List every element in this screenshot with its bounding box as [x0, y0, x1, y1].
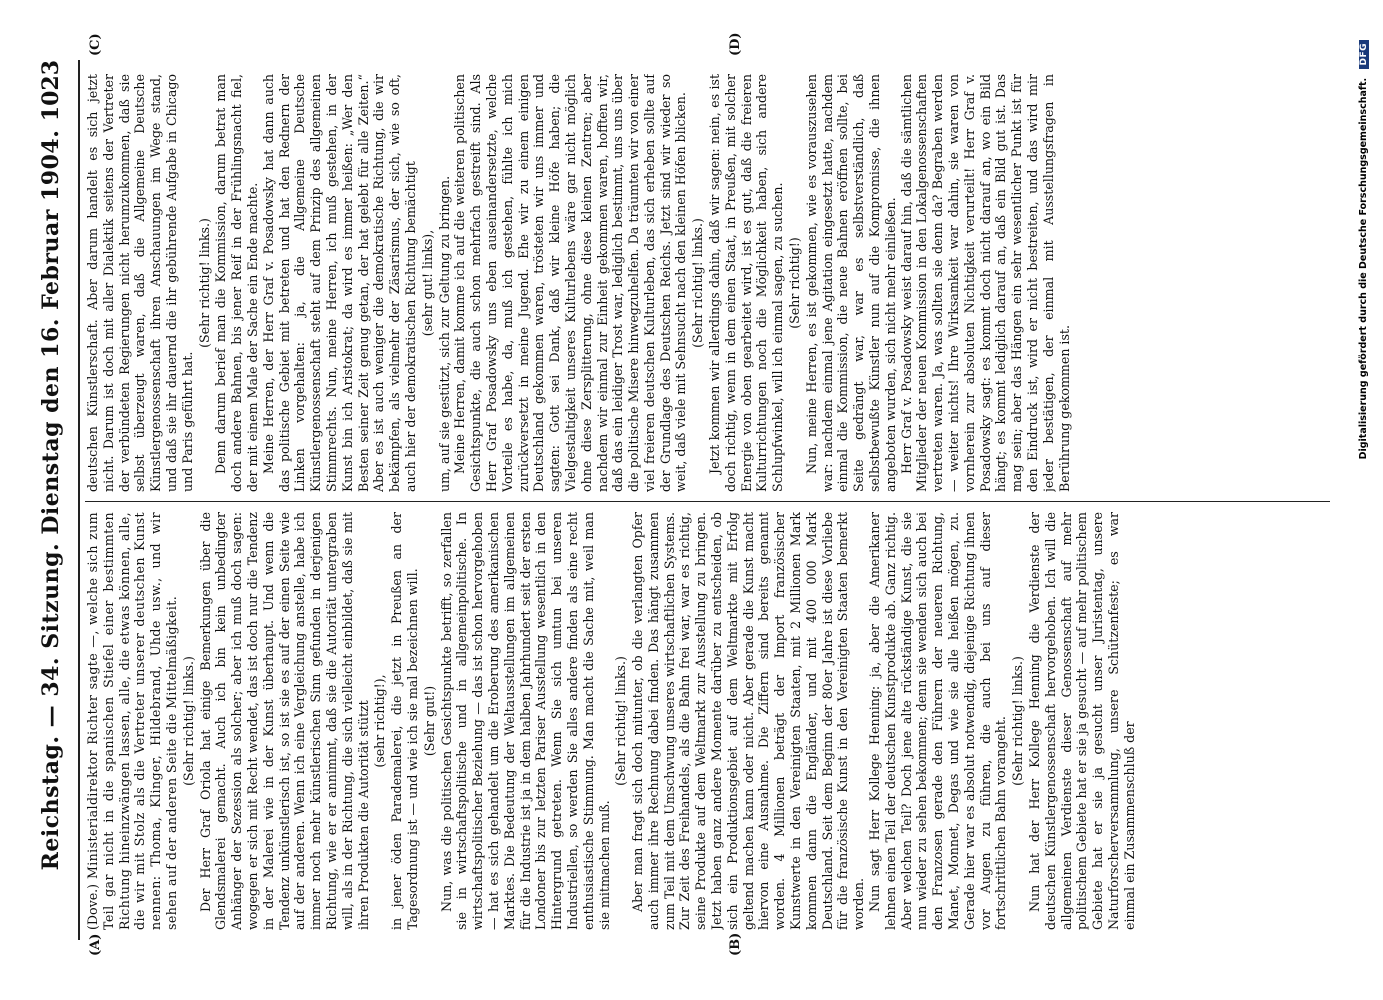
dfg-logo: DFG [1359, 40, 1369, 69]
speaker-tag: (Dove.) [85, 883, 100, 930]
paragraph: Denn darum berief man die Kommission, darum betrat man doch andere Bahnen, bis jener Reif in der Frühlingsnacht fiel, der mit einem Male der Sache ein Ende machte. [213, 74, 260, 492]
interjection: (Sehr richtig! links.) [613, 656, 629, 786]
paragraph: Herr Graf v. Posadowsky weist darauf hin, daß die sämtlichen Mitglieder der neuen Kommission in den Lokalgenossenschaften vertreten waren. Ja, was sollten sie denn da? Begraben werden — weiter nichts! Ihre Wirksamkeit war dahin, sie waren von vornherein zur absoluten Nichtigkeit verurteilt! Herr Graf v. Posadowsky sagt: es kommt doch nicht darauf an, wo ein Bild hängt; es kommt lediglich darauf an, daß ein Bild gut ist. Das mag sein; aber das Hängen ein sehr wesentlicher Punkt ist für den Eindruck ist, wird er nicht bestreiten, und das wird mir jeder bestätigen, der einmal mit Ausstellungsfragen in Berührung gekommen ist. [898, 74, 1072, 492]
page-number: 1023 [38, 60, 64, 122]
digitization-text: Digitalisierung gefördert durch die Deutsche Forschungsgemeinschaft. [1358, 77, 1369, 460]
interjection: (Sehr richtig! links.) [196, 218, 212, 348]
left-column [85, 512, 1330, 930]
header-rule [78, 60, 80, 940]
paragraph: in jener öden Parademalerei, die jetzt in Preußen an der Tagesordnung ist — und wie ich sie mal bezeichnen will. [389, 512, 420, 930]
interjection: (Sehr richtig! links.) [1010, 656, 1026, 786]
paragraph: Nun sagt Herr Kollege Henning: ja, aber die Amerikaner lehnen einen Teil der deutschen Kunstprodukte ab. Ganz richtig. Aber welchen Teil? Doch jene alte rückständige Kunst, die sie nun wieder zu sehen bekommen; denn sie wenden sich auch bei den Franzosen gerade den Führern der neueren Richtung, Manet, Monnet, Degas und wie sie alle heißen mögen, zu. Gerade hier war es absolut notwendig, diejenige Richtung ihnen vor Augen zu führen, die auch bei uns auf dieser fortschrittlichen Bahn vorangeht. [867, 512, 1009, 930]
paragraph: deutschen Künstlerschaft. Aber darum handelt es sich jetzt nicht. Darum ist doch mit aller Dialektik seitens der Vertreter der verbündeten Regierungen nicht herumzukommen, daß sie selbst überzeugt waren, daß die Allgemeine Deutsche Künstlergenossenschaft ihren Anschauungen im Wege stand, und daß sie ihr dauernd die ihr gebührende Aufgabe in Chicago und Paris geführt hat. [85, 74, 195, 492]
marker-a: (A) [88, 933, 103, 956]
page-title: Reichstag. — 34. Sitzung. Dienstag den 16. Februar 1904. [38, 129, 64, 871]
marker-b: (B) [728, 932, 743, 956]
column-divider [85, 501, 1330, 502]
paragraph: Meine Herren, damit komme ich auf die weiteren politischen Gesichtspunkte, die auch schon mehrfach gestreift sind. Als Herr Graf Posadowsky uns eben auseinandersetzte, welche Vorteile es habe, da, muß ich gestehen, fühlte ich mich zurückversetzt in meine Jugend. Ehe wir zu einem einigen Deutschland gekommen waren, trösteten wir uns immer und sagten: Gott sei Dank, daß wir kleine Höfe haben; die Vielgestaltigkeit unseres Kulturlebens wäre gar nicht möglich ohne diese Zersplitterung, ohne diese kleinen Zentren; aber nachdem wir einmal zur Einheit gekommen waren, hofften wir, daß das ein leidiger Trost war, lediglich bestimmt, uns uns über die politische Misere hinwegzuhelfen. Da träumten wir von einer viel freieren deutschen Kulturleben, das sich erheben sollte auf der Grundlage des Deutschen Reichs. Jetzt sind wir wieder so weit, daß viele mit Sehnsucht nach den kleinen Höfen blicken. [452, 74, 689, 492]
interjection: (sehr richtig!), [372, 674, 388, 768]
paragraph: Aber man fragt sich doch mitunter, ob die verlangten Opfer auch immer ihre Rechnung dabei finden. Das hängt zusammen zum Teil mit dem Umschwung unseres wirtschaftlichen Systems. Zur Zeit des Freihandels, als die Bahn frei war, war es richtig, seine Produkte auf dem Weltmarkt zur Ausstellung zu bringen. Jetzt haben ganz andere Momente darüber zu entscheiden, ob sich ein Produktionsgebiet auf dem Weltmarkte mit Erfolg geltend machen kann oder nicht. Aber gerade die Kunst macht hiervon eine Ausnahme. Die Ziffern sind bereits genannt worden. 4 Millionen beträgt der Import französischer Kunstwerte in den Vereinigten Staaten, mit 2 Millionen Mark kommen dann die Engländer, und mit 400 000 Mark Deutschland. Seit dem Beginn der 80er Jahre ist diese Vorliebe für die französische Kunst in den Vereinigten Staaten bemerkt worden. [630, 512, 867, 930]
interjection: (Sehr gut!) [421, 685, 437, 757]
paragraph: Nun hat der Herr Kollege Henning die Verdienste der deutschen Künstlergenossenschaft hervorgehoben. Ich will die allgemeinen Verdienste dieser Genossenschaft auf mehr politischem Gebiete hat er sie ja gesucht — auf mehr politischem Gebiete hat er sie ja gesucht unser Juristentag, unsere Naturforscherversammlung, unsere Schützenfeste; es war einmal ein Zusammenschluß der [1027, 512, 1137, 930]
page-header [30, 60, 75, 940]
digitization-note [1358, 40, 1369, 459]
right-column [85, 74, 1330, 492]
paragraph: Nun, was die politischen Gesichtspunkte betrifft, so zerfallen sie in wirtschaftspolitische und in allgemeinpolitische. In wirtschaftspolitischer Beziehung — das ist schon hervorgehoben — hat es sich gehandelt um die Eroberung des amerikanischen Marktes. Die Bedeutung der Weltausstellungen im allgemeinen für die Industrie ist ja in dem halben Jahrhundert seit der ersten Londoner bis zur letzten Pariser Ausstellung wesentlich in den Hintergrund getreten. Wenn Sie sich umtun bei unseren Industriellen, so werden Sie alles andere finden als eine recht enthusiastische Stimmung. Man macht die Sache mit, weil man sie mitmachen muß. [438, 512, 612, 930]
paragraph: Meine Herren, der Herr Graf v. Posadowsky hat dann auch das politische Gebiet mit betreten und hat den Rednern der Linken vorgehalten: ja, die Allgemeine Deutsche Künstlergenossenschaft steht auf dem Prinzip des allgemeinen Stimmrechts. Nun, meine Herren, ich muß gestehen, in der Kunst bin ich Aristokrat; da wird es immer heißen: „Wer den Besten seiner Zeit genug getan, der hat gelebt für alle Zeiten.“ Aber es ist auch weniger die demokratische Richtung, die wir bekämpfen, als vielmehr der Zäsarismus, der sich, wie so oft, auch hier der demokratischen Richtung bemächtigt [260, 74, 418, 492]
paragraph: Der Herr Graf Oriola hat einige Bemerkungen über die Glendsmalerei gemacht. Auch ich bin kein unbedingter Anhänger der Sezession als solcher; aber ich muß doch sagen: wogegen er sich mit Recht wendet, das ist doch nur die Tendenz in der Malerei wie in der Kunst überhaupt. Und wenn die Tendenz unkünstlerisch ist, so ist sie es auf der einen Seite wie auf der anderen. Wenn ich eine Vergleichung anstelle, habe ich immer noch mehr künstlerischen Sinn gefunden in derjenigen Richtung, wie er er annimmt, daß sie die Autorität untergraben will, als in der Richtung, die sich vielleicht einbildet, daß sie mit ihren Produkten die Autorität stützt [197, 512, 371, 930]
paragraph: Jetzt kommen wir allerdings dahin, daß wir sagen: nein, es ist doch richtig, wenn in dem einen Staat, in Preußen, mit solcher Energie von oben gearbeitet wird, ist es gut, daß die freieren Kulturrichtungen noch die Möglichkeit haben, sich andere Schlupfwinkel, will ich einmal sagen, zu suchen. [707, 74, 786, 492]
interjection: (Sehr richtig! links.) [690, 218, 706, 348]
marker-c: (C) [88, 33, 103, 56]
paragraph: Nun, meine Herren, es ist gekommen, wie es vorauszusehen war: nachdem einmal jene Agitation eingesetzt hatte, nachdem einmal die Kommission, die neue Bahnen eröffnen sollte, bei Seite gedrängt war, war es selbstverständlich, daß selbstbewußte Künstler nun auf die Kompromisse, die ihnen angeboten wurden, sich nicht mehr einließen. [803, 74, 898, 492]
interjection: (Sehr richtig! links.) [180, 656, 196, 786]
interjection: (Sehr richtig!) [787, 237, 803, 329]
paragraph: Ministerialdirektor Richter sagte —, welche sich zum Teil gar nicht in die spanischen Stiefel einer bestimmten Richtung hineinzwängen lassen, alle, die etwas können, alle, die wir mit Stolz als die Vertreter unserer deutschen Kunst nennen: Thoma, Klinger, Hildebrand, Uhde usw., und wir sehen auf der anderen Seite die Mittelmäßigkeit. [85, 512, 179, 930]
interjection: (sehr gut! links), [419, 229, 435, 337]
paragraph: um, auf sie gestützt, sich zur Geltung zu bringen. [436, 175, 452, 492]
marker-d: (D) [728, 32, 743, 56]
